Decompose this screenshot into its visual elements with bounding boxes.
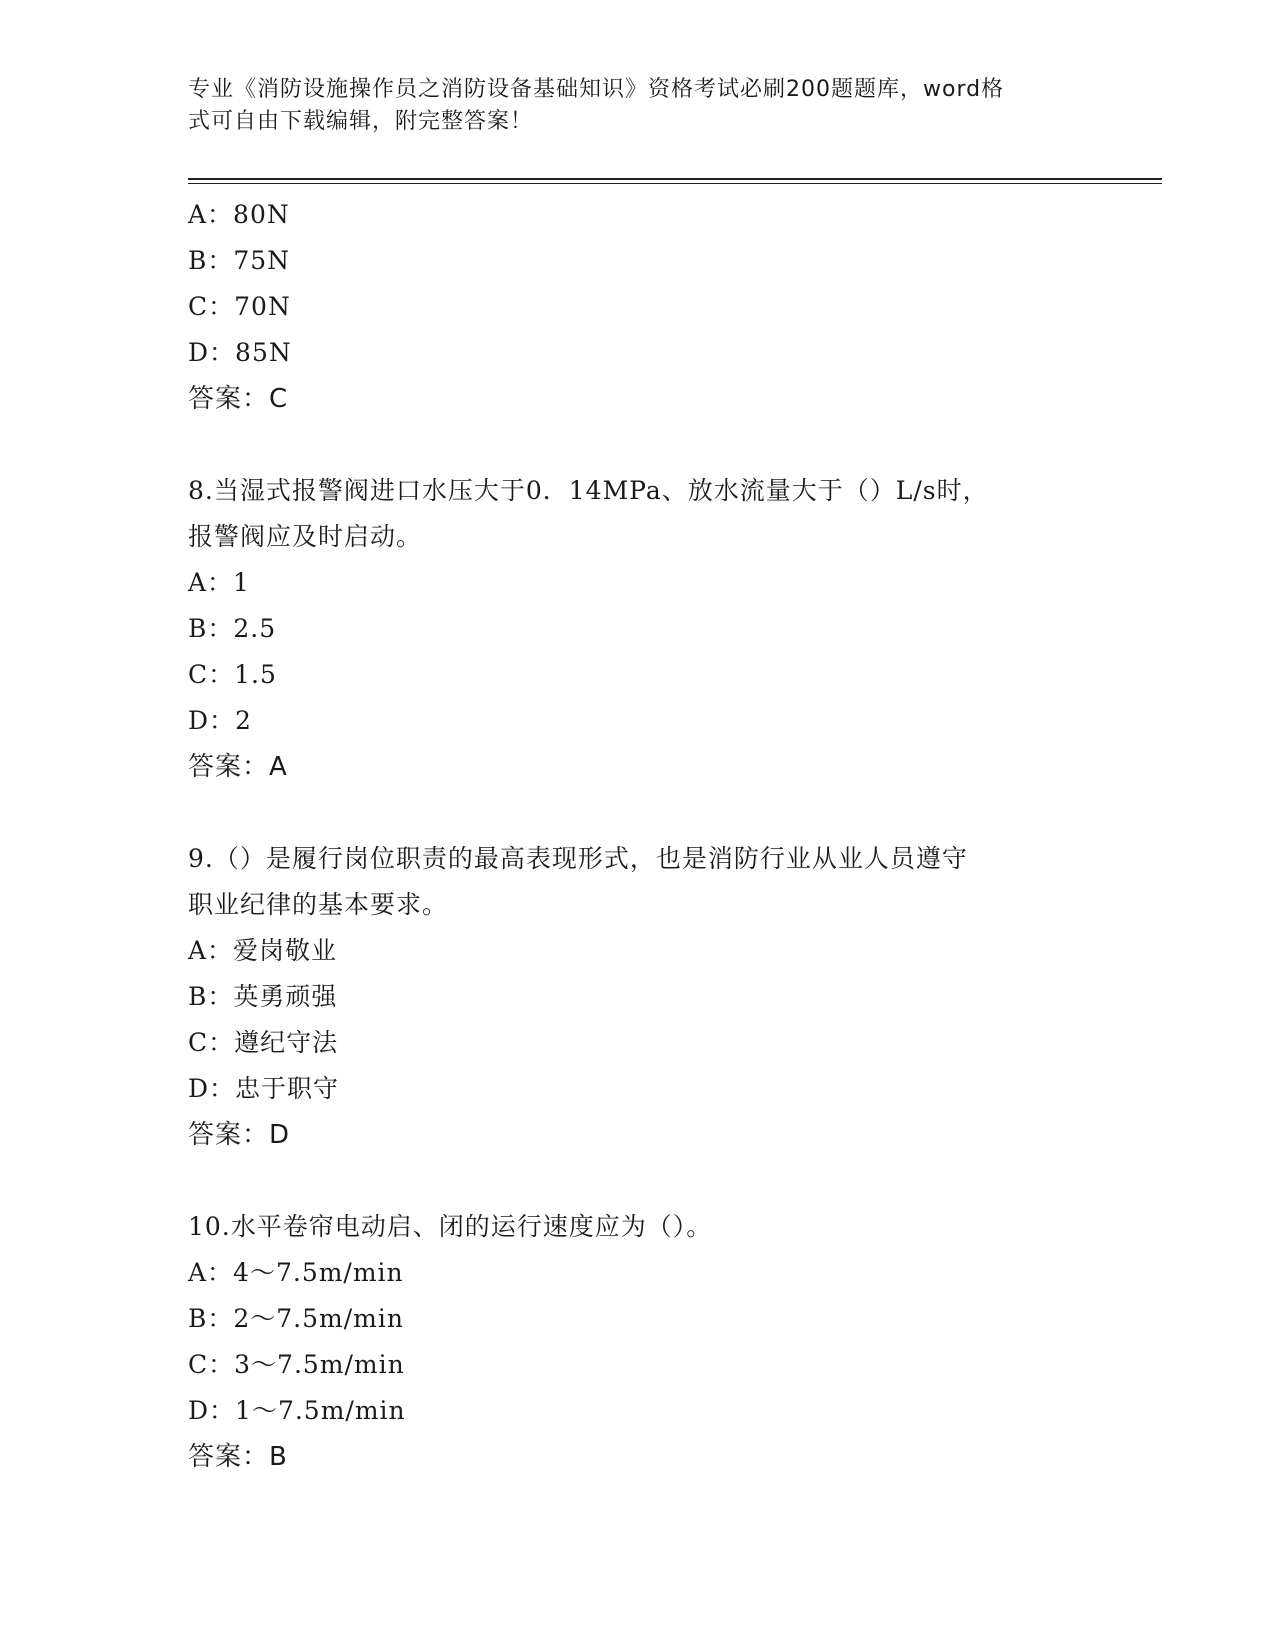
page-header xyxy=(188,74,1068,138)
answer: 答案：B xyxy=(188,1442,288,1472)
question-7-tail xyxy=(188,192,1088,422)
answer: 答案：C xyxy=(188,384,289,414)
option-a: A：1 xyxy=(188,568,250,597)
option-d: D：1～7.5m/min xyxy=(188,1396,406,1425)
option-a: A：80N xyxy=(188,200,290,229)
question-10 xyxy=(188,1204,1088,1480)
option-b: B：75N xyxy=(188,246,291,275)
option-a: A：爱岗敬业 xyxy=(188,936,338,965)
option-d: D：2 xyxy=(188,706,252,735)
question-stem-line-1: 8.当湿式报警阀进口水压大于0．14MPa、放水流量大于（）L/s时， xyxy=(188,476,989,505)
option-c: C：遵纪守法 xyxy=(188,1028,339,1057)
option-b: B：2.5 xyxy=(188,614,277,643)
option-c: C：70N xyxy=(188,292,291,321)
answer: 答案：A xyxy=(188,752,288,782)
question-stem-line-1: 10.水平卷帘电动启、闭的运行速度应为（）。 xyxy=(188,1212,713,1241)
option-d: D：忠于职守 xyxy=(188,1074,340,1103)
answer: 答案：D xyxy=(188,1120,291,1150)
question-list xyxy=(188,192,1088,1480)
question-spacer xyxy=(188,422,1088,468)
question-stem-line-2: 报警阀应及时启动。 xyxy=(188,522,423,551)
question-8 xyxy=(188,468,1088,790)
header-title-line-1: 专业《消防设施操作员之消防设备基础知识》资格考试必刷200题题库，word格 xyxy=(188,77,1005,102)
question-9 xyxy=(188,836,1088,1158)
option-c: C：1.5 xyxy=(188,660,277,689)
question-stem-line-1: 9.（）是履行岗位职责的最高表现形式，也是消防行业从业人员遵守 xyxy=(188,844,968,873)
question-spacer xyxy=(188,790,1088,836)
option-a: A：4～7.5m/min xyxy=(188,1258,404,1287)
question-stem-line-2: 职业纪律的基本要求。 xyxy=(188,890,449,919)
header-title-line-2: 式可自由下载编辑，附完整答案！ xyxy=(188,109,534,134)
option-b: B：英勇顽强 xyxy=(188,982,338,1011)
header-divider xyxy=(188,178,1162,184)
option-c: C：3～7.5m/min xyxy=(188,1350,405,1379)
question-spacer xyxy=(188,1158,1088,1204)
option-d: D：85N xyxy=(188,338,292,367)
option-b: B：2～7.5m/min xyxy=(188,1304,404,1333)
